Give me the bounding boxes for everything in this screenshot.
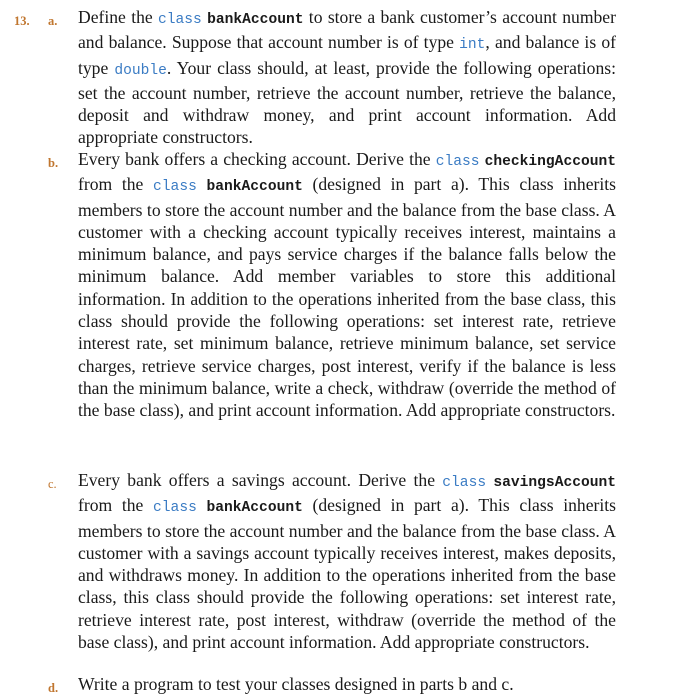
part-a-text: to store a bank customer’s account number and balance. Suppose that account number is of type bbox=[78, 7, 616, 53]
part-c bbox=[48, 469, 616, 653]
part-d bbox=[48, 673, 616, 695]
keyword-class: class bbox=[153, 500, 197, 517]
keyword-class: class bbox=[158, 12, 202, 28]
part-a-text: . Your class should, at least, provide the following operations: set the account number, retrieve the account number, retrieve the balance, deposit and withdraw money, and print account information. Add appropriate constructors. bbox=[78, 57, 616, 148]
question-number: 13. bbox=[14, 14, 30, 28]
part-d-letter: d. bbox=[48, 681, 59, 695]
keyword-class: class bbox=[153, 179, 197, 196]
part-a-text: , and balance is of type bbox=[78, 32, 616, 78]
part-c-text: Every bank offers a savings account. Derive the bbox=[78, 470, 443, 490]
space bbox=[197, 495, 207, 515]
part-b-text: Every bank offers a checking account. Derive the bbox=[78, 149, 436, 169]
part-b-text: (designed in part a). This class inherits members to store the account number and the balance from the base class. A customer with a checking account typically receives interest, maintains a minimum balance, and pays service charges if the balance falls below the minimum balance. Add member variables to store this additional information. In addition to the operations inherited from the base class, this class should provide the following operations: set interest rate, retrieve interest rate, set minimum balance, retrieve minimum balance, set service charges, retrieve service charges, post interest, verify if the balance is less than the minimum balance, write a check, withdraw (override the method of the base class), and print account information. Add appropriate constructors. bbox=[78, 174, 616, 421]
part-c-text: from the bbox=[78, 495, 154, 516]
keyword-class: class bbox=[435, 154, 480, 170]
part-c-text: (designed in part a). This class inherits members to store the account number and the balance from the base class. A customer with a savings account typically receives interest, makes deposits, and withdraws money. In addition to the operations inherited from the base class, this class should provide the following operations: set interest rate, retrieve interest rate, post interest, withdraw (override the method of the base class), and print account information. Add appropriate constructors. bbox=[78, 495, 616, 653]
part-a-text: Define the bbox=[78, 7, 159, 27]
part-b-letter: b. bbox=[48, 156, 59, 170]
part-a-letter: a. bbox=[48, 14, 58, 28]
part-c-letter: c. bbox=[48, 477, 57, 491]
identifier-bankaccount: bankAccount bbox=[207, 12, 304, 28]
part-b-text: from the bbox=[78, 174, 154, 195]
identifier-bankaccount: bankAccount bbox=[206, 179, 303, 196]
part-b bbox=[48, 148, 616, 422]
identifier-bankaccount: bankAccount bbox=[206, 500, 303, 517]
space bbox=[197, 174, 207, 194]
identifier-savingsaccount: savingsAccount bbox=[493, 475, 616, 491]
part-a bbox=[48, 6, 616, 149]
keyword-double: double bbox=[114, 62, 167, 79]
identifier-checkingaccount: checkingAccount bbox=[484, 154, 616, 170]
keyword-class: class bbox=[442, 475, 487, 491]
part-d-text: Write a program to test your classes designed in parts b and c. bbox=[78, 674, 514, 694]
keyword-int: int bbox=[459, 37, 486, 54]
